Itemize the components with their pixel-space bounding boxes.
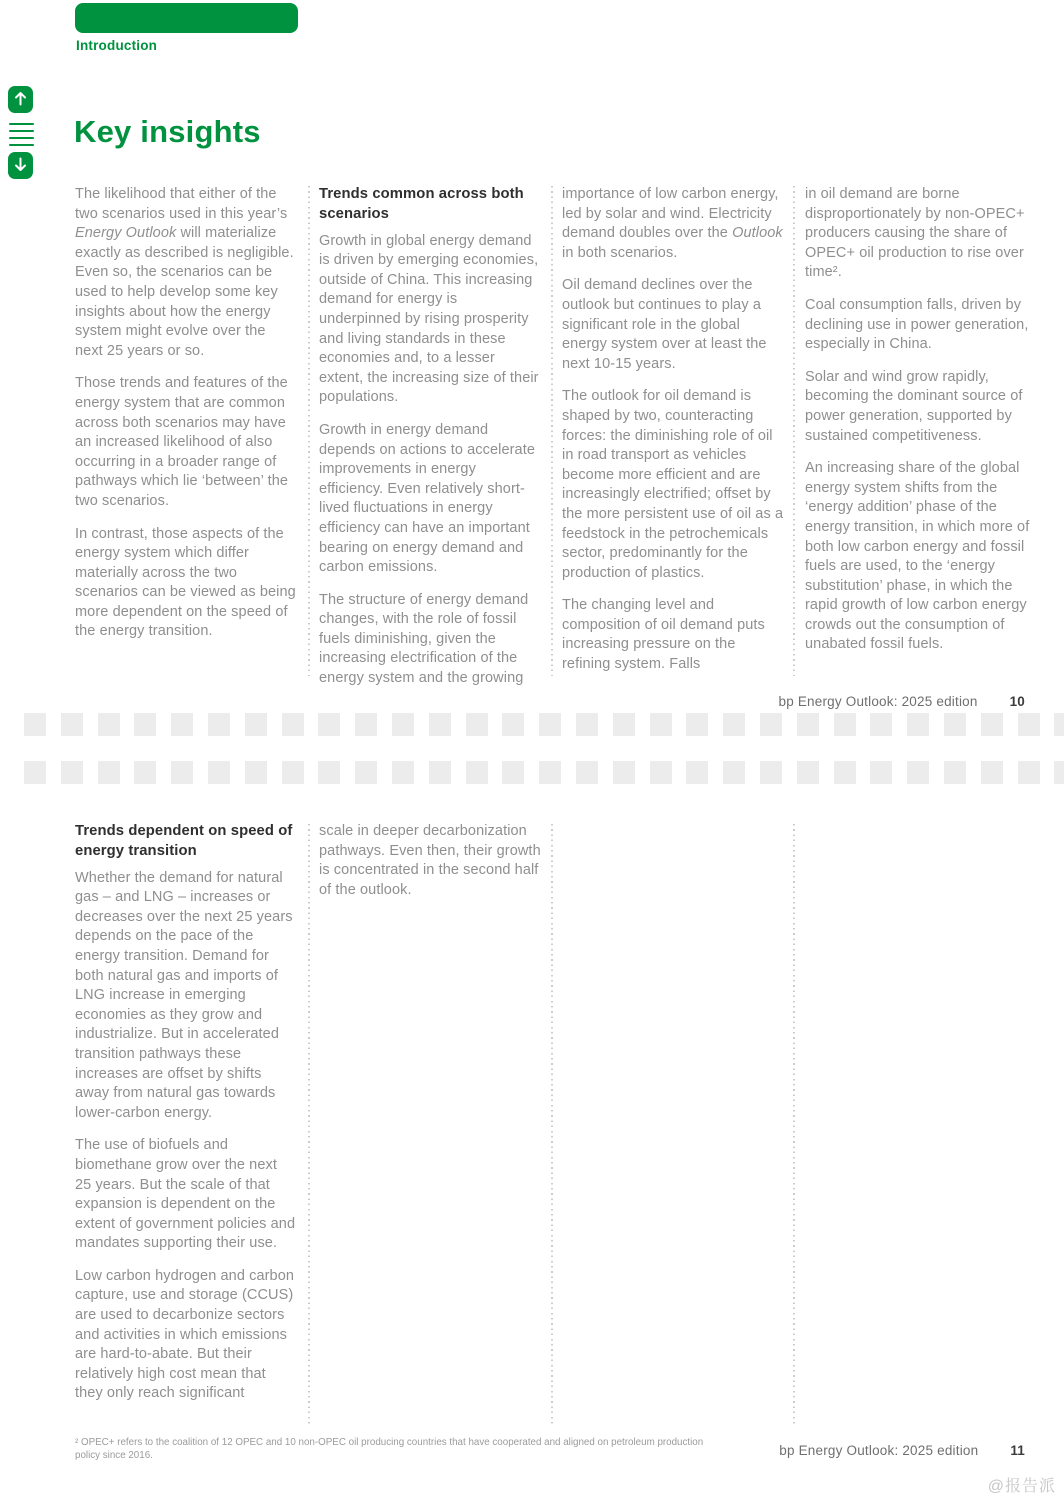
page-number: 11 (1010, 1443, 1025, 1458)
paragraph: in oil demand are borne disproportionately by non-OPEC+ producers causing the share of OPEC+ oil production to rise over time². (805, 186, 1025, 281)
band-square (61, 761, 83, 784)
paragraph: Low carbon hydrogen and carbon capture, use and storage (CCUS) are used to decarbonize sectors and activities in which emissions are hard-to-abate. But their relatively high cost mean that they only reach significant (75, 1267, 295, 1402)
top-column-4 (805, 185, 1030, 668)
footer-label: bp Energy Outlook: 2025 edition (778, 694, 978, 709)
band-square (318, 713, 340, 736)
scroll-down-button[interactable] (8, 152, 33, 179)
band-square (1054, 713, 1064, 736)
page-footer (778, 694, 1025, 709)
page-title: Key insights (74, 114, 261, 149)
band-square (944, 713, 966, 736)
band-square (245, 713, 267, 736)
top-column-1 (75, 185, 297, 655)
paragraph: The outlook for oil demand is shaped by two, counteracting forces: the diminishing role of oil in road transport as vehicles become more efficient and are increasingly electrified; offset by the more persistent use of oil as a feedstock in the petrochemicals sector, predominantly for the production of plastics. (562, 388, 784, 581)
band-square (318, 761, 340, 784)
watermark: @报告派 (987, 1478, 1056, 1495)
top-column-3 (562, 185, 784, 688)
top-column-2 (319, 185, 541, 702)
band-square (907, 761, 929, 784)
paragraph: An increasing share of the global energy system shifts from the ‘energy addition’ phase of the energy transition, in which more of both low carbon energy and fossil fuels are used, to the ‘energy substitution’ phase, in which the rapid growth of low carbon energy crowds out the consumption of unabated fossil fuels. (805, 460, 1030, 653)
page-number: 10 (1009, 694, 1025, 709)
band-square (1018, 713, 1040, 736)
band-square (907, 713, 929, 736)
band-square (944, 761, 966, 784)
arrow-up-icon (14, 91, 27, 109)
footnote: ² OPEC+ refers to the coalition of 12 OPEC and 10 non-OPEC oil producing countries that have cooperated and aligned on petroleum production policy since 2016. (75, 1437, 704, 1461)
band-square (613, 761, 635, 784)
band-square (613, 713, 635, 736)
band-square (576, 761, 598, 784)
band-square (392, 761, 414, 784)
column-divider (308, 824, 310, 1426)
scroll-up-button[interactable] (8, 86, 33, 113)
menu-line (9, 123, 34, 125)
paragraph: The likelihood that either of the two scenarios used in this year’s Energy Outlook will materialize exactly as described is negligible. Even so, the scenarios can be used to help develop some key insights about how the energy system might evolve over the next 25 years or so. (75, 186, 294, 359)
band-square (502, 713, 524, 736)
menu-icon[interactable] (9, 123, 34, 146)
band-square (355, 713, 377, 736)
band-square (686, 713, 708, 736)
band-square (723, 713, 745, 736)
band-square (981, 761, 1003, 784)
column-divider (551, 824, 553, 1426)
band-square (650, 761, 672, 784)
column-divider (793, 186, 795, 676)
paragraph: In contrast, those aspects of the energy system which differ materially across the two scenarios can be viewed as being more dependent on the speed of the energy transition. (75, 525, 296, 640)
paragraph: Those trends and features of the energy system that are common across both scenarios may have an increased likelihood of also occurring in a broader range of pathways which lie ‘between’ the two scenarios. (75, 375, 289, 509)
band-square (981, 713, 1003, 736)
band-square (797, 761, 819, 784)
band-square (760, 713, 782, 736)
bottom-column-2 (319, 822, 541, 913)
band-square (539, 713, 561, 736)
band-square (870, 713, 892, 736)
band-square (392, 713, 414, 736)
page-footer (779, 1443, 1025, 1458)
band-square (834, 761, 856, 784)
paragraph: Solar and wind grow rapidly, becoming the dominant source of power generation, supported by sustained competitiveness. (805, 368, 1023, 444)
column-divider (308, 186, 310, 676)
paragraph: Coal consumption falls, driven by declining use in power generation, especially in China. (805, 296, 1029, 353)
band-square (282, 761, 304, 784)
band-square (61, 713, 83, 736)
paragraph: Growth in energy demand depends on actions to accelerate improvements in energy efficiency. Even relatively short-lived fluctuations in energy efficiency can have an important bearing on energy demand and carbon emissions. (319, 421, 536, 576)
decorative-checker-band (0, 713, 1064, 785)
menu-line (9, 130, 34, 132)
column-divider (793, 824, 795, 1426)
band-square (870, 761, 892, 784)
column-divider (551, 186, 553, 676)
band-square (208, 761, 230, 784)
paragraph: Growth in global energy demand is driven by emerging economies, outside of China. This increasing demand for energy is underpinned by rising prosperity and living standards in these economies and, to a lesser extent, the increasing size of their populations. (319, 232, 539, 406)
paragraph: The structure of energy demand changes, with the role of fossil fuels diminishing, given the increasing electrification of the energy system and the growing (319, 591, 529, 687)
paragraph: scale in deeper decarbonization pathways. Even then, their growth is concentrated in the second half of the outlook. (319, 823, 541, 898)
paragraph: The changing level and composition of oil demand puts increasing pressure on the refining system. Falls (562, 597, 765, 673)
band-square (98, 761, 120, 784)
band-square (134, 761, 156, 784)
footer-label: bp Energy Outlook: 2025 edition (779, 1443, 979, 1458)
band-square (171, 713, 193, 736)
band-square (466, 713, 488, 736)
band-square (576, 713, 598, 736)
band-square (539, 761, 561, 784)
band-square (245, 761, 267, 784)
column-heading: Trends common across both scenarios (319, 186, 524, 222)
band-square (797, 713, 819, 736)
band-square (282, 713, 304, 736)
band-square (208, 713, 230, 736)
column-heading: Trends dependent on speed of energy transition (75, 823, 293, 859)
band-square (24, 713, 46, 736)
section-label: Introduction (76, 38, 158, 53)
section-tab (75, 3, 298, 33)
paragraph: Whether the demand for natural gas – and LNG – increases or decreases over the next 25 years depends on the pace of the energy transition. Demand for both natural gas and imports of LNG increase in emerging economies as they grow and industrialize. But in accelerated transition pathways these increases are offset by shifts away from natural gas towards lower-carbon energy. (75, 869, 293, 1121)
band-square (355, 761, 377, 784)
band-square (834, 713, 856, 736)
paragraph: importance of low carbon energy, led by solar and wind. Electricity demand doubles over the Outlook in both scenarios. (562, 186, 783, 261)
band-square (723, 761, 745, 784)
menu-line (9, 144, 34, 146)
band-square (98, 713, 120, 736)
band-square (466, 761, 488, 784)
band-square (686, 761, 708, 784)
band-square (171, 761, 193, 784)
paragraph: Oil demand declines over the outlook but continues to play a significant role in the global energy system over at least the next 10-15 years. (562, 277, 767, 372)
menu-line (9, 137, 34, 139)
band-square (429, 713, 451, 736)
band-square (429, 761, 451, 784)
paragraph: The use of biofuels and biomethane grow over the next 25 years. But the scale of that expansion is dependent on the extent of government policies and mandates supporting their use. (75, 1137, 296, 1252)
band-square (24, 761, 46, 784)
band-square (134, 713, 156, 736)
band-square (760, 761, 782, 784)
band-square (1054, 761, 1064, 784)
band-square (650, 713, 672, 736)
arrow-down-icon (14, 157, 27, 175)
bottom-column-1 (75, 822, 297, 1417)
band-square (502, 761, 524, 784)
band-square (1018, 761, 1040, 784)
